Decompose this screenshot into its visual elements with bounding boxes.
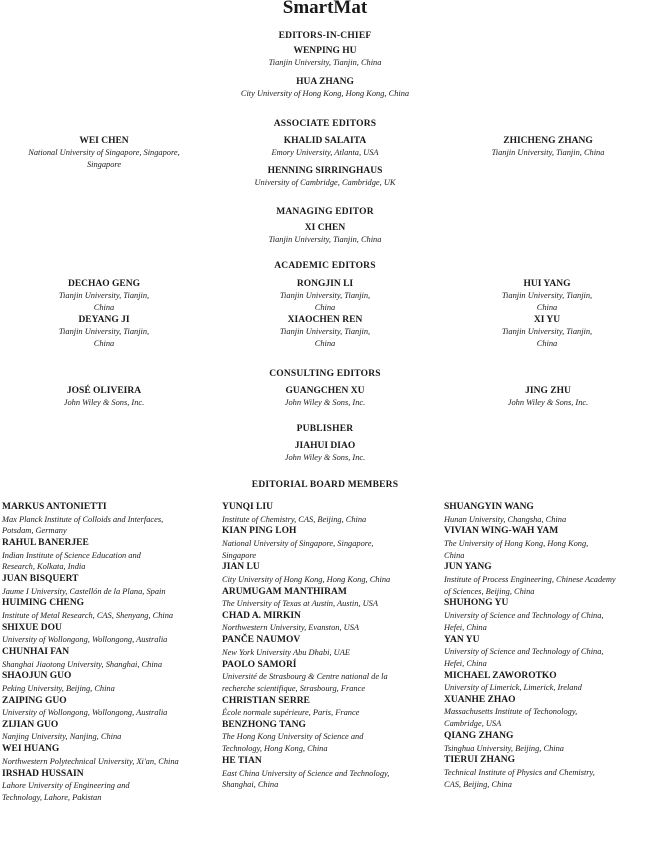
member-affiliation-line: of Sciences, Beijing, China <box>444 586 535 596</box>
editor-affiliation-line: Tianjin University, Tianjin, <box>501 327 593 336</box>
associate-editors-heading: ASSOCIATE EDITORS <box>273 119 377 129</box>
editor-name: XI CHEN <box>304 223 346 233</box>
board-member <box>222 660 442 695</box>
editor-affiliation-line: China <box>93 339 115 348</box>
editor-name: HENNING SIRRINGHAUS <box>267 166 383 176</box>
member-affiliation-line: The Hong Kong University of Science and <box>222 732 364 742</box>
member-name: BENZHONG TANG <box>222 719 306 730</box>
associate-editor-left <box>0 135 208 171</box>
member-name: ZAIPING GUO <box>2 695 67 706</box>
member-name: SHIXUE DOU <box>2 622 62 633</box>
member-name: CHAD A. MIRKIN <box>222 610 301 621</box>
editor-name: WEI CHEN <box>79 136 129 146</box>
member-affiliation-line: Nanjing University, Nanjing, China <box>2 732 122 742</box>
publisher-name: JIAHUI DIAO <box>294 441 356 451</box>
member-affiliation-line: Max Planck Institute of Colloids and Interfaces, <box>2 514 164 524</box>
member-name: ZIJIAN GUO <box>2 719 59 730</box>
member-name: PANČE NAUMOV <box>222 635 301 646</box>
board-member <box>222 587 442 610</box>
board-member <box>2 574 218 597</box>
board-member <box>222 526 442 561</box>
editor-affiliation: City University of Hong Kong, Hong Kong, China <box>240 89 410 98</box>
academic-editors-center <box>261 278 389 350</box>
member-affiliation-line: National University of Singapore, Singapore, <box>222 538 374 548</box>
editor-affiliation-line: China <box>93 303 115 312</box>
editor-affiliation-line: China <box>536 339 558 348</box>
member-name: YAN YU <box>444 634 480 645</box>
member-affiliation-line: Technical Institute of Physics and Chemistry, <box>444 767 595 777</box>
member-affiliation-line: Potsdam, Germany <box>2 526 67 536</box>
editor-affiliation-line: China <box>536 303 558 312</box>
managing-editor <box>0 222 650 246</box>
board-member <box>222 696 442 719</box>
board-member <box>2 671 218 694</box>
member-name: YUNQI LIU <box>222 502 273 512</box>
board-member <box>2 720 218 743</box>
associate-editor-center-2 <box>200 165 450 189</box>
board-member <box>444 526 650 561</box>
member-name: WEI HUANG <box>2 744 60 755</box>
editor-name: ZHICHENG ZHANG <box>503 136 593 146</box>
member-affiliation-line: Hunan University, Changsha, China <box>444 514 567 524</box>
member-affiliation-line: Singapore <box>222 550 257 560</box>
editor-affiliation: University of Cambridge, Cambridge, UK <box>254 178 396 187</box>
member-name: ARUMUGAM MANTHIRAM <box>222 586 347 597</box>
academic-editors-left <box>40 278 168 350</box>
consulting-editor-left <box>0 385 208 409</box>
editor-name: WENPING HU <box>293 46 357 56</box>
member-name: RAHUL BANERJEE <box>2 538 89 549</box>
member-affiliation-line: Technology, Hong Kong, China <box>222 744 328 754</box>
member-affiliation-line: Institute of Metal Research, CAS, Shenyang, China <box>2 610 174 620</box>
journal-title: SmartMat <box>282 0 368 18</box>
consulting-editors-heading: CONSULTING EDITORS <box>269 369 381 379</box>
editor-affiliation: Tianjin University, Tianjin, China <box>268 58 382 67</box>
member-name: MARKUS ANTONIETTI <box>2 502 107 512</box>
associate-editor-center-1 <box>200 135 450 159</box>
member-affiliation-line: University of Wollongong, Wollongong, Australia <box>2 635 168 645</box>
member-name: SHAOJUN GUO <box>2 671 72 682</box>
editor-affiliation-line: National University of Singapore, Singapore, <box>28 148 180 157</box>
member-affiliation-line: Shanghai, China <box>222 780 279 790</box>
editor-affiliation-line: China <box>314 303 336 312</box>
editor-affiliation-line: Tianjin University, Tianjin, <box>279 327 371 336</box>
consulting-editor-center <box>200 385 450 409</box>
editor-affiliation: John Wiley & Sons, Inc. <box>63 398 145 407</box>
member-affiliation-line: Lahore University of Engineering and <box>2 781 130 791</box>
member-affiliation-line: University of Science and Technology of China, <box>444 610 604 620</box>
member-affiliation-line: City University of Hong Kong, Hong Kong, China <box>222 574 391 584</box>
member-affiliation-line: Indian Institute of Science Education and <box>2 550 141 560</box>
member-name: TIERUI ZHANG <box>444 755 515 766</box>
editor-name: DEYANG JI <box>78 315 130 325</box>
editor-affiliation: Tianjin University, Tianjin, China <box>268 235 382 244</box>
board-member <box>2 598 218 621</box>
member-name: VIVIAN WING-WAH YAM <box>444 526 559 537</box>
editor-name: GUANGCHEN XU <box>285 386 365 396</box>
editor-affiliation-line: China <box>314 339 336 348</box>
member-affiliation-line: New York University Abu Dhabi, UAE <box>222 647 350 657</box>
board-member <box>222 611 442 634</box>
member-affiliation-line: Université de Strasbourg & Centre national de la <box>222 672 388 682</box>
member-name: SHUANGYIN WANG <box>444 502 534 512</box>
member-name: SHUHONG YU <box>444 598 509 609</box>
member-affiliation-line: University of Science and Technology of China, <box>444 647 604 657</box>
editor-affiliation-line: Tianjin University, Tianjin, <box>279 291 371 300</box>
member-name: JUN YANG <box>444 562 492 573</box>
member-affiliation-line: Northwestern Polytechnical University, Xi'an, China <box>2 756 179 766</box>
board-member <box>2 538 218 573</box>
member-affiliation-line: Research, Kolkata, India <box>2 562 86 572</box>
member-affiliation-line: Cambridge, USA <box>444 719 502 729</box>
member-affiliation-line: Institute of Process Engineering, Chinese Academy <box>444 574 616 584</box>
member-affiliation-line: The University of Texas at Austin, Austin, USA <box>222 599 378 609</box>
editor-name: XIAOCHEN REN <box>287 315 363 325</box>
publisher-heading: PUBLISHER <box>296 424 354 434</box>
member-name: CHUNHAI FAN <box>2 647 70 658</box>
member-affiliation-line: Tsinghua University, Beijing, China <box>444 743 564 753</box>
member-affiliation-line: Jaume I University, Castellón de la Plana, Spain <box>2 586 166 596</box>
member-affiliation-line: University of Wollongong, Wollongong, Australia <box>2 708 168 718</box>
board-column-3 <box>444 502 650 791</box>
board-member <box>222 720 442 755</box>
member-affiliation-line: Northwestern University, Evanston, USA <box>222 623 360 633</box>
board-member <box>222 562 442 585</box>
board-member <box>444 671 650 694</box>
board-member <box>222 502 442 525</box>
board-member <box>444 598 650 633</box>
editor-affiliation-line: Tianjin University, Tianjin, <box>501 291 593 300</box>
editor-name: HUI YANG <box>523 279 571 289</box>
member-affiliation-line: China <box>444 550 465 560</box>
editor-affiliation: Emory University, Atlanta, USA <box>271 148 379 157</box>
member-affiliation-line: Technology, Lahore, Pakistan <box>2 792 102 802</box>
board-member <box>444 755 650 790</box>
member-affiliation-line: East China University of Science and Technology, <box>222 768 390 778</box>
board-member <box>2 696 218 719</box>
editor-affiliation: Tianjin University, Tianjin, China <box>491 148 605 157</box>
member-name: KIAN PING LOH <box>222 526 297 537</box>
member-affiliation-line: The University of Hong Kong, Hong Kong, <box>444 538 589 548</box>
member-affiliation-line: Hefei, China <box>444 622 487 632</box>
academic-editors-heading: ACADEMIC EDITORS <box>274 261 376 271</box>
member-affiliation-line: Institute of Chemistry, CAS, Beijing, China <box>222 514 367 524</box>
editor-name: JOSÉ OLIVEIRA <box>66 386 142 396</box>
editorial-board-heading: EDITORIAL BOARD MEMBERS <box>251 480 399 490</box>
board-member <box>222 756 442 791</box>
editor-name: JING ZHU <box>525 386 571 396</box>
editor-name: XI YU <box>533 315 561 325</box>
member-affiliation-line: Shanghai Jiaotong University, Shanghai, China <box>2 659 163 669</box>
board-member <box>2 744 218 767</box>
editor-affiliation: John Wiley & Sons, Inc. <box>284 398 366 407</box>
publisher-affiliation: John Wiley & Sons, Inc. <box>284 453 366 462</box>
member-affiliation-line: CAS, Beijing, China <box>444 779 512 789</box>
member-name: PAOLO SAMORÍ <box>222 659 297 670</box>
editor-in-chief-2 <box>0 76 650 100</box>
member-name: CHRISTIAN SERRE <box>222 695 310 706</box>
board-column-2 <box>222 502 442 792</box>
board-member <box>444 502 650 525</box>
member-name: JUAN BISQUERT <box>2 574 79 585</box>
member-name: IRSHAD HUSSAIN <box>2 768 84 779</box>
managing-editor-heading: MANAGING EDITOR <box>276 207 374 217</box>
editors-in-chief-heading: EDITORS-IN-CHIEF <box>278 31 372 41</box>
member-name: HUIMING CHENG <box>2 598 85 609</box>
editor-affiliation-line: Singapore <box>86 160 122 169</box>
board-member <box>222 635 442 658</box>
member-name: MICHAEL ZAWOROTKO <box>444 670 557 681</box>
board-column-1 <box>2 502 218 805</box>
academic-editors-right <box>483 278 611 350</box>
associate-editor-right <box>446 135 650 159</box>
member-name: QIANG ZHANG <box>444 731 514 742</box>
board-member <box>444 731 650 754</box>
board-member <box>444 635 650 670</box>
board-member <box>444 562 650 597</box>
member-affiliation-line: Massachusetts Institute of Techonology, <box>444 707 578 717</box>
board-member <box>2 769 218 804</box>
board-member <box>2 623 218 646</box>
editor-name: DECHAO GENG <box>67 279 141 289</box>
member-affiliation-line: École normale supérieure, Paris, France <box>222 708 360 718</box>
board-member <box>2 647 218 670</box>
member-name: JIAN LU <box>222 562 260 573</box>
editor-affiliation-line: Tianjin University, Tianjin, <box>58 327 150 336</box>
member-affiliation-line: Peking University, Beijing, China <box>2 683 115 693</box>
board-member <box>2 502 218 537</box>
editor-name: RONGJIN LI <box>296 279 354 289</box>
member-affiliation-line: Hefei, China <box>444 658 487 668</box>
editor-name: HUA ZHANG <box>296 77 354 87</box>
consulting-editor-right <box>446 385 650 409</box>
editor-name: KHALID SALAITA <box>283 136 367 146</box>
member-affiliation-line: University of Limerick, Limerick, Ireland <box>444 683 582 693</box>
board-member <box>444 695 650 730</box>
member-name: HE TIAN <box>222 756 262 767</box>
member-affiliation-line: recherche scientifique, Strasbourg, France <box>222 683 366 693</box>
editor-affiliation: John Wiley & Sons, Inc. <box>507 398 589 407</box>
editor-affiliation-line: Tianjin University, Tianjin, <box>58 291 150 300</box>
editor-in-chief-1 <box>0 45 650 69</box>
publisher <box>0 440 650 464</box>
member-name: XUANHE ZHAO <box>444 694 516 705</box>
